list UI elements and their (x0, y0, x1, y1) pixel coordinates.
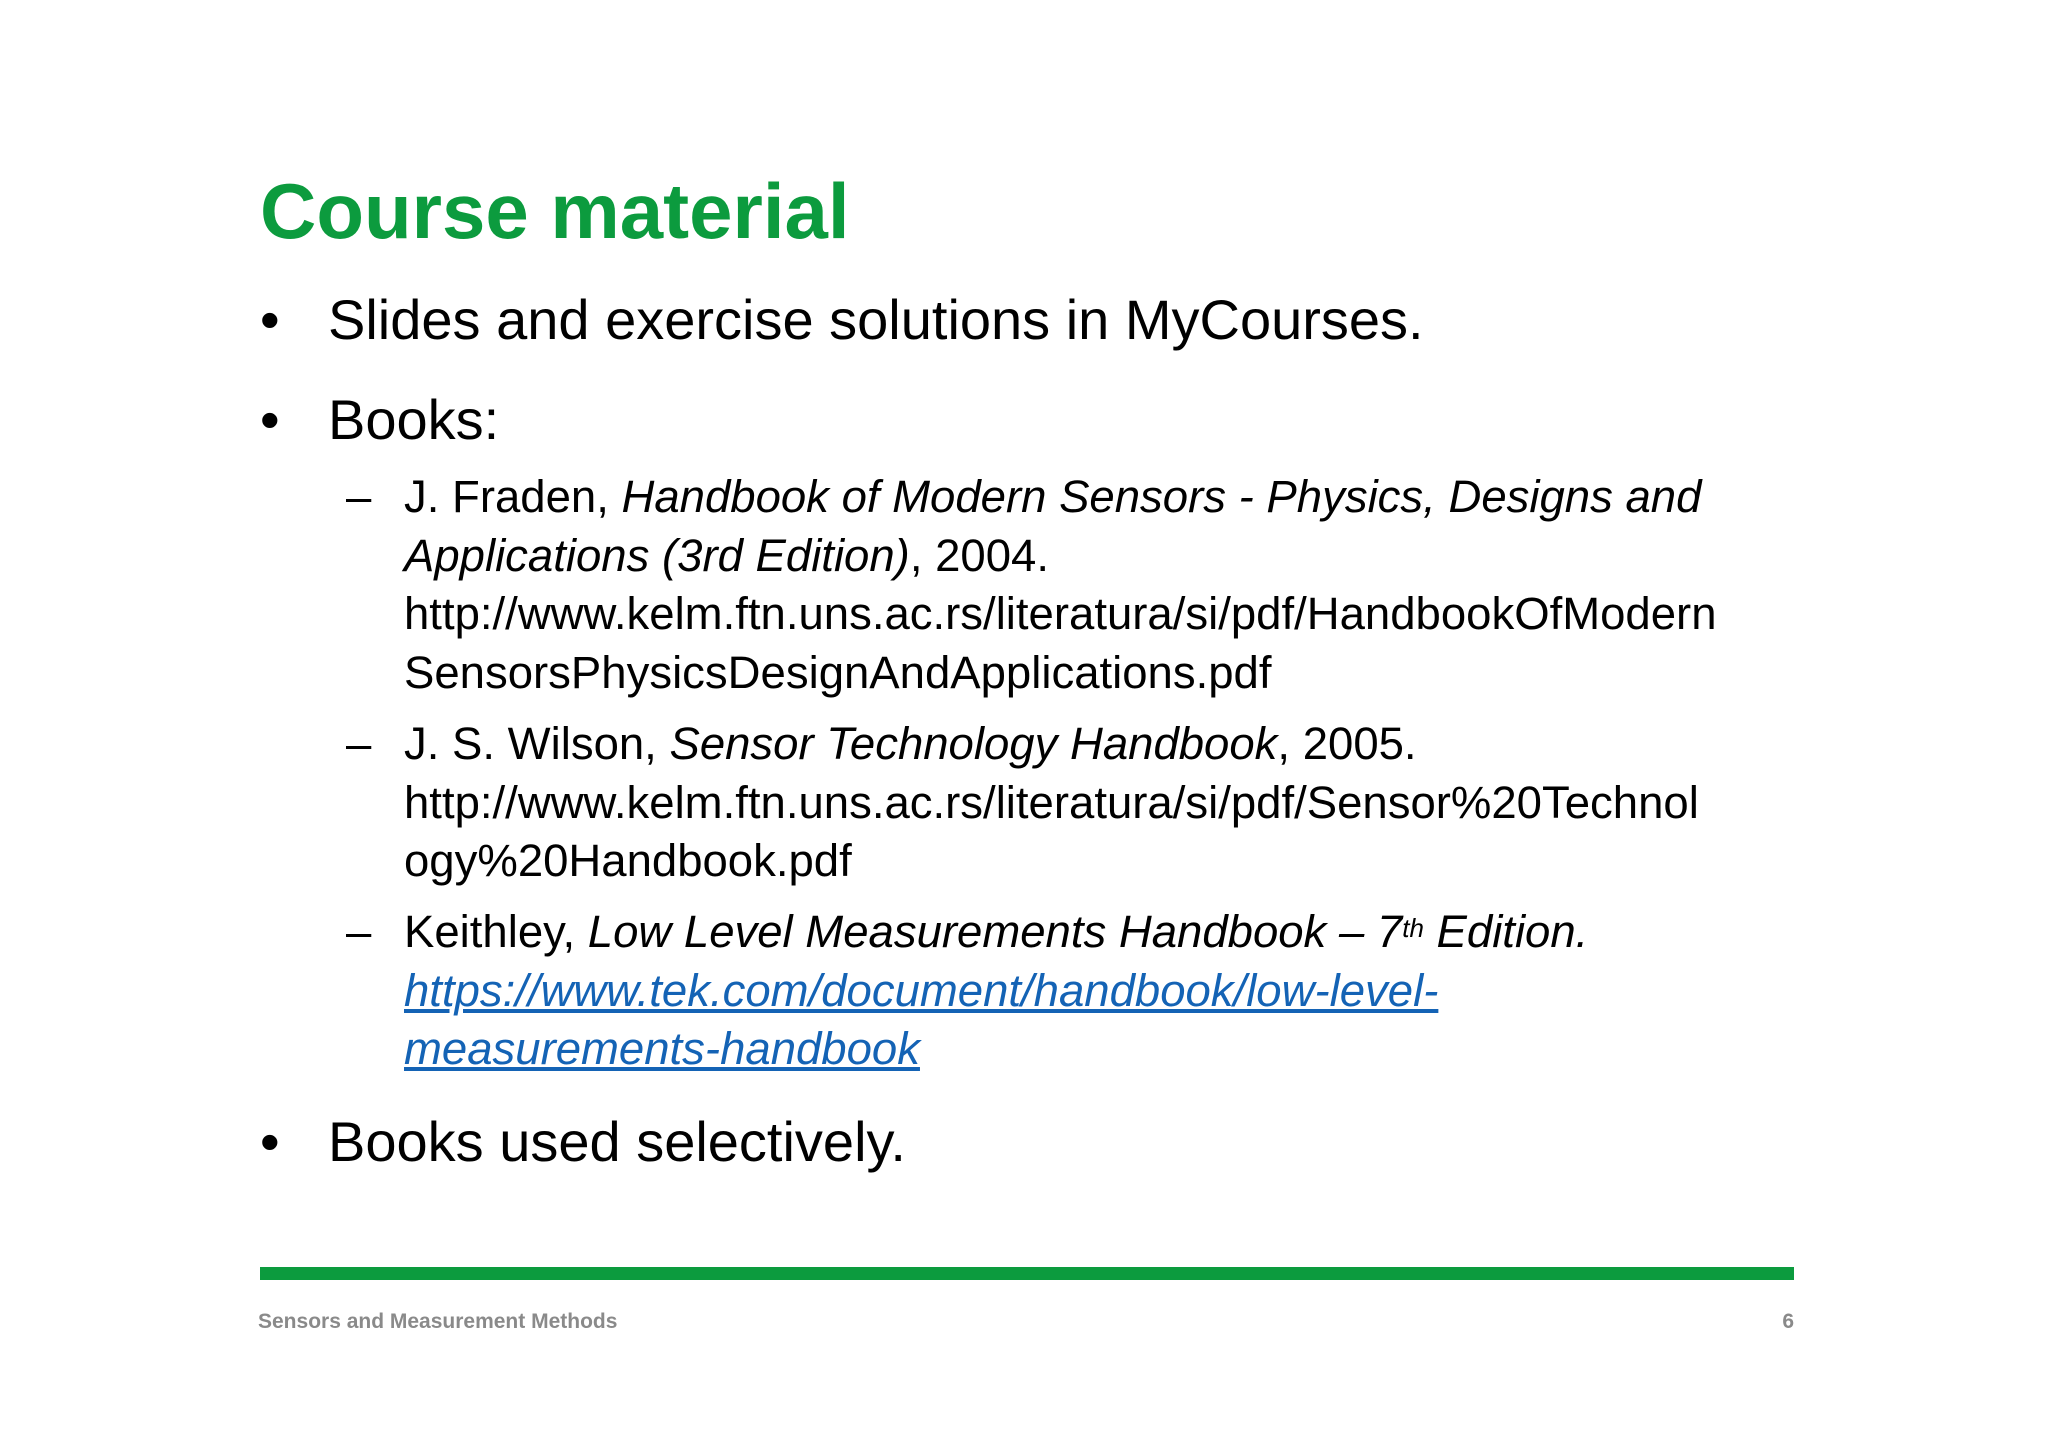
book-url: ogy%20Handbook.pdf (404, 835, 852, 886)
dash-marker: – (346, 471, 372, 522)
book-title: Applications (3rd Edition) (404, 529, 910, 581)
book-author: Keithley, (404, 906, 588, 957)
book-title: Low Level Measurements Handbook – 7 (587, 906, 1403, 957)
book-year: , 2005. (1277, 718, 1417, 769)
footer-course-name: Sensors and Measurement Methods (258, 1310, 618, 1333)
bullet-text: Slides and exercise solutions in MyCourses. (328, 288, 1424, 351)
book-citation-line (404, 468, 1824, 527)
book-author: J. Fraden, (404, 471, 622, 522)
bullet-marker: • (260, 1110, 280, 1173)
book-year: , 2004. (909, 529, 1049, 581)
dash-marker: – (346, 718, 372, 769)
handbook-link-line[interactable] (404, 962, 1824, 1021)
book-title: Sensor Technology Handbook (669, 718, 1278, 769)
book-citation-line (404, 715, 1824, 774)
bullet-marker: • (260, 388, 280, 451)
dash-marker: – (346, 906, 372, 957)
book-url: SensorsPhysicsDesignAndApplications.pdf (404, 646, 1272, 698)
handbook-link-line[interactable] (404, 1020, 1824, 1079)
handbook-link[interactable]: measurements-handbook (404, 1023, 920, 1074)
book-title-end: Edition. (1423, 906, 1589, 957)
page-title: Course material (260, 167, 850, 255)
ordinal-suffix: th (1402, 913, 1424, 943)
bullet-marker: • (260, 288, 280, 351)
book-url: http://www.kelm.ftn.uns.ac.rs/literatura/si/pdf/HandbookOfModern (404, 588, 1717, 639)
footer-divider (260, 1267, 1794, 1280)
bullet-text: Books used selectively. (328, 1110, 906, 1173)
book-title: Handbook of Modern Sensors - Physics, Designs and (621, 471, 1702, 522)
book-author: J. S. Wilson, (404, 718, 670, 769)
bullet-text: Books: (328, 388, 500, 451)
footer-page-number: 6 (1782, 1310, 1794, 1333)
handbook-link[interactable]: https://www.tek.com/document/handbook/low-level- (404, 964, 1439, 1016)
book-citation-line (404, 527, 1824, 586)
book-url: http://www.kelm.ftn.uns.ac.rs/literatura/si/pdf/Sensor%20Technol (404, 776, 1699, 828)
book-citation-line (404, 903, 1824, 962)
